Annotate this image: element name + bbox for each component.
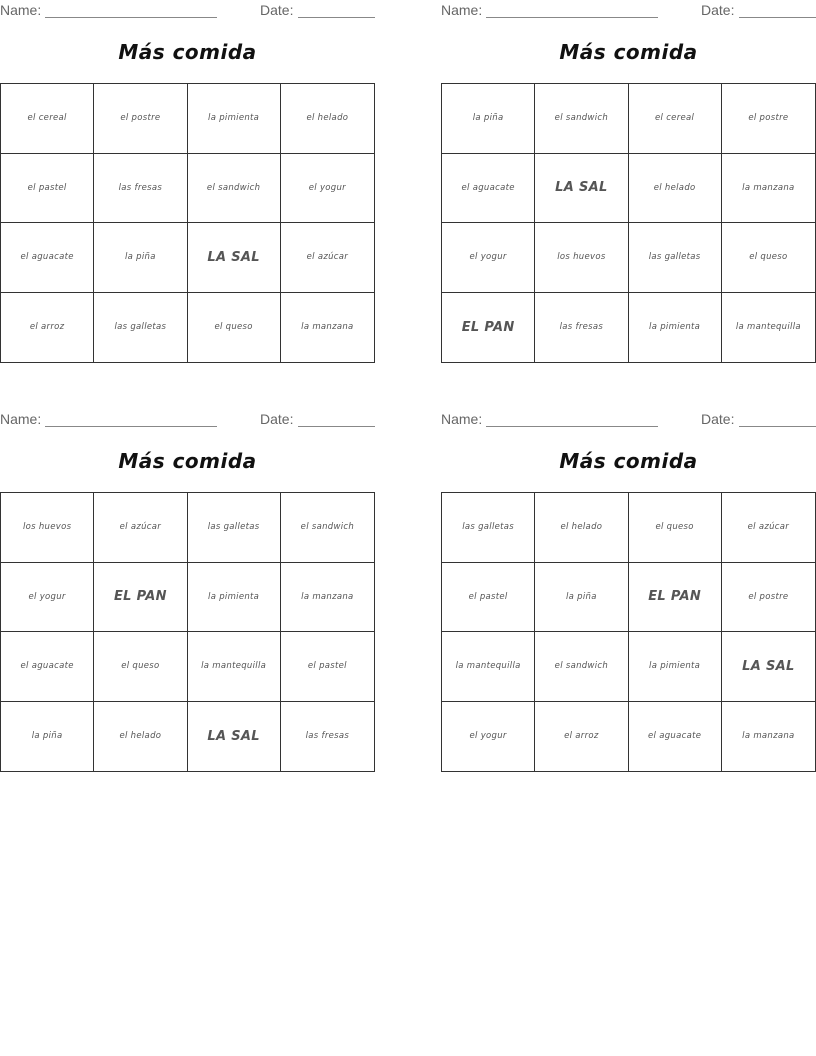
bingo-card-4 <box>441 409 816 774</box>
name-label: Name: <box>0 411 42 427</box>
bingo-cell[interactable]: los huevos <box>1 493 94 563</box>
name-field[interactable] <box>45 17 217 18</box>
bingo-cell[interactable]: el yogur <box>442 702 535 772</box>
bingo-cell[interactable]: el aguacate <box>1 632 94 702</box>
bingo-cell[interactable]: EL PAN <box>94 563 187 633</box>
bingo-cell[interactable]: el helado <box>94 702 187 772</box>
bingo-cell[interactable]: el postre <box>722 84 815 154</box>
bingo-cell[interactable]: el pastel <box>281 632 374 702</box>
bingo-cell[interactable]: el cereal <box>629 84 722 154</box>
card-title: Más comida <box>559 449 698 473</box>
bingo-cell[interactable]: el yogur <box>1 563 94 633</box>
date-label: Date: <box>701 2 735 18</box>
bingo-cell[interactable]: el cereal <box>1 84 94 154</box>
date-label: Date: <box>260 2 294 18</box>
bingo-cell[interactable]: la manzana <box>281 563 374 633</box>
name-date-row <box>441 2 816 20</box>
bingo-cell[interactable]: las galletas <box>94 293 187 363</box>
name-label: Name: <box>441 411 483 427</box>
bingo-cell[interactable]: el sandwich <box>188 154 281 224</box>
bingo-cell[interactable]: el queso <box>629 493 722 563</box>
date-field[interactable] <box>739 426 816 427</box>
date-field[interactable] <box>298 17 375 18</box>
card-title: Más comida <box>118 449 257 473</box>
bingo-cell[interactable]: el yogur <box>442 223 535 293</box>
bingo-cell[interactable]: el sandwich <box>281 493 374 563</box>
bingo-cell[interactable]: las galletas <box>188 493 281 563</box>
bingo-cell[interactable]: el queso <box>94 632 187 702</box>
bingo-cell[interactable]: el aguacate <box>1 223 94 293</box>
bingo-cell[interactable]: la piña <box>535 563 628 633</box>
bingo-card-1 <box>0 0 375 365</box>
date-field[interactable] <box>298 426 375 427</box>
bingo-cell[interactable]: la pimienta <box>188 563 281 633</box>
bingo-cell[interactable]: la pimienta <box>629 293 722 363</box>
bingo-card-3 <box>0 409 375 774</box>
card-title: Más comida <box>559 40 698 64</box>
name-date-row <box>441 411 816 429</box>
card-title: Más comida <box>118 40 257 64</box>
bingo-cell[interactable]: el azúcar <box>722 493 815 563</box>
bingo-cell[interactable]: las galletas <box>629 223 722 293</box>
bingo-cell[interactable]: el azúcar <box>94 493 187 563</box>
date-label: Date: <box>701 411 735 427</box>
bingo-cell[interactable]: el pastel <box>1 154 94 224</box>
bingo-cell[interactable]: la mantequilla <box>188 632 281 702</box>
name-field[interactable] <box>486 426 658 427</box>
bingo-cell[interactable]: los huevos <box>535 223 628 293</box>
bingo-cell[interactable]: el arroz <box>1 293 94 363</box>
name-date-row <box>0 411 375 429</box>
bingo-cell[interactable]: el postre <box>722 563 815 633</box>
bingo-cell[interactable]: la piña <box>1 702 94 772</box>
bingo-cell[interactable]: la piña <box>94 223 187 293</box>
bingo-cell[interactable]: EL PAN <box>629 563 722 633</box>
bingo-cell[interactable]: la piña <box>442 84 535 154</box>
bingo-cell[interactable]: el queso <box>722 223 815 293</box>
name-label: Name: <box>441 2 483 18</box>
bingo-grid <box>0 492 375 772</box>
bingo-card-2 <box>441 0 816 365</box>
bingo-cell[interactable]: la manzana <box>722 154 815 224</box>
bingo-cell[interactable]: el yogur <box>281 154 374 224</box>
bingo-cell[interactable]: el aguacate <box>442 154 535 224</box>
bingo-cell[interactable]: el queso <box>188 293 281 363</box>
bingo-cell[interactable]: el arroz <box>535 702 628 772</box>
name-date-row <box>0 2 375 20</box>
bingo-cell[interactable]: la mantequilla <box>442 632 535 702</box>
bingo-cell[interactable]: LA SAL <box>722 632 815 702</box>
bingo-cell[interactable]: la pimienta <box>188 84 281 154</box>
bingo-cell[interactable]: la manzana <box>742 731 795 742</box>
bingo-grid <box>0 83 375 363</box>
bingo-cell[interactable]: el helado <box>281 84 374 154</box>
name-label: Name: <box>0 2 42 18</box>
bingo-cell[interactable]: la manzana <box>301 322 354 333</box>
bingo-grid <box>441 492 816 772</box>
bingo-cell[interactable]: LA SAL <box>535 154 628 224</box>
bingo-cell[interactable]: el postre <box>94 84 187 154</box>
bingo-cell[interactable]: el aguacate <box>629 702 722 772</box>
bingo-cell[interactable]: LA SAL <box>188 223 281 293</box>
name-field[interactable] <box>486 17 658 18</box>
bingo-cell[interactable]: LA SAL <box>188 702 281 772</box>
bingo-cell[interactable]: las fresas <box>94 154 187 224</box>
name-field[interactable] <box>45 426 217 427</box>
date-label: Date: <box>260 411 294 427</box>
date-field[interactable] <box>739 17 816 18</box>
bingo-cell[interactable]: el sandwich <box>535 84 628 154</box>
bingo-cell[interactable]: las fresas <box>305 731 350 742</box>
bingo-cell[interactable]: el sandwich <box>535 632 628 702</box>
bingo-cell[interactable]: las galletas <box>442 493 535 563</box>
bingo-cell[interactable]: la mantequilla <box>735 322 801 333</box>
bingo-grid <box>441 83 816 363</box>
bingo-cell[interactable]: EL PAN <box>442 293 535 363</box>
bingo-cell[interactable]: el helado <box>535 493 628 563</box>
bingo-cell[interactable]: el helado <box>629 154 722 224</box>
bingo-cell[interactable]: las fresas <box>535 293 628 363</box>
bingo-cell[interactable]: el pastel <box>442 563 535 633</box>
bingo-cell[interactable]: el azúcar <box>281 223 374 293</box>
bingo-cell[interactable]: la pimienta <box>629 632 722 702</box>
